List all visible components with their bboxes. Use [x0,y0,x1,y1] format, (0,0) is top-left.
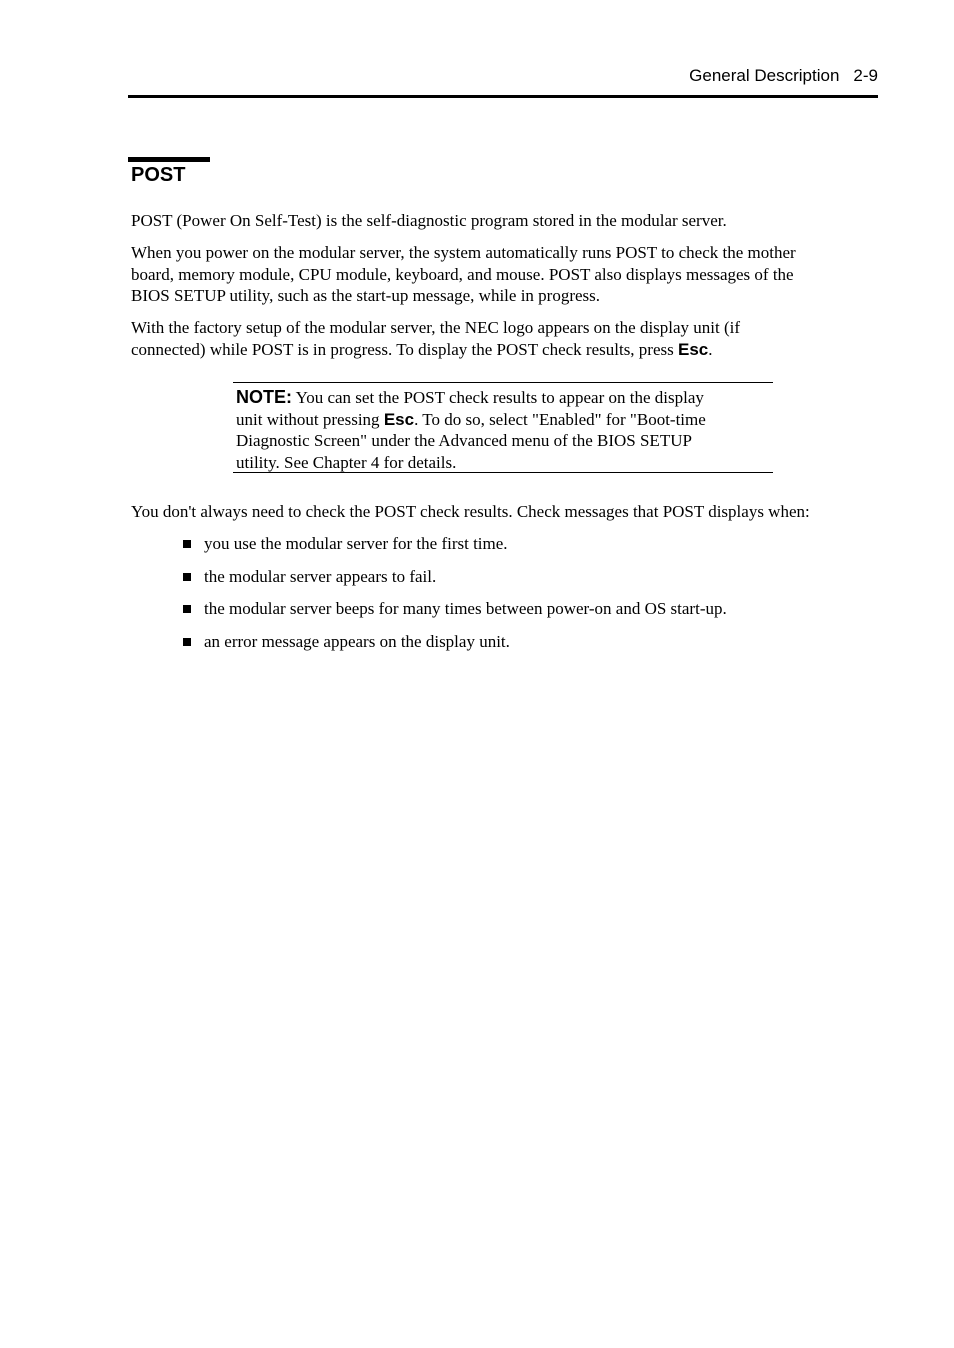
bullet-list [183,533,727,663]
paragraph-intro [131,210,871,232]
list-item-text: the modular server appears to fail. [204,566,437,586]
section-title: POST [131,164,186,186]
esc-key-label: Esc [678,339,709,359]
paragraph-power-on-line2: board, memory module, CPU module, keyboard, and mouse. POST also displays messages of the [131,264,794,284]
paragraph-factory-setup [131,317,871,360]
note-label: NOTE: [236,387,292,407]
list-item-text: the modular server beeps for many times between power-on and OS start-up. [204,599,727,618]
list-item [183,631,727,664]
note-line2-end: . To do so, select "Enabled" for "Boot-time [414,409,706,429]
header-rule [128,95,878,98]
paragraph-factory-line2: connected) while POST is in progress. To display the POST check results, press [131,339,678,359]
list-item-text: an error message appears on the display unit. [204,631,510,651]
square-bullet-icon [183,540,191,548]
paragraph-check-messages [131,501,871,523]
square-bullet-icon [183,605,191,613]
square-bullet-icon [183,638,191,646]
page-header [128,64,878,88]
paragraph-power-on-line1: When you power on the modular server, the system automatically runs POST to check the mother [131,243,796,262]
list-item [183,533,727,566]
paragraph-power-on-line3: BIOS SETUP utility, such as the start-up message, while in progress. [131,286,601,305]
paragraph-factory-line1: With the factory setup of the modular server, the NEC logo appears on the display unit (if [131,318,741,337]
note-line4: utility. See Chapter 4 for details. [236,452,457,472]
note-text [233,383,773,473]
paragraph-factory-end: . [708,339,713,359]
list-item [183,598,727,631]
paragraph-intro-text: POST (Power On Self-Test) is the self-diagnostic program stored in the modular server. [131,211,727,230]
note-line1: You can set the POST check results to appear on the display [292,388,704,407]
paragraph-power-on [131,242,871,307]
square-bullet-icon [183,573,191,581]
note-line2: unit without pressing [236,409,384,429]
list-item [183,566,727,599]
note-line3: Diagnostic Screen" under the Advanced menu of the BIOS SETUP [236,431,692,450]
paragraph-check-messages-text: You don't always need to check the POST check results. Check messages that POST displays when: [131,502,810,521]
list-item-text: you use the modular server for the first time. [204,534,508,553]
note-esc-key-label: Esc [383,409,415,429]
header-title: General Description [689,66,840,85]
note-box [233,382,773,473]
page-number: 2-9 [853,66,878,85]
